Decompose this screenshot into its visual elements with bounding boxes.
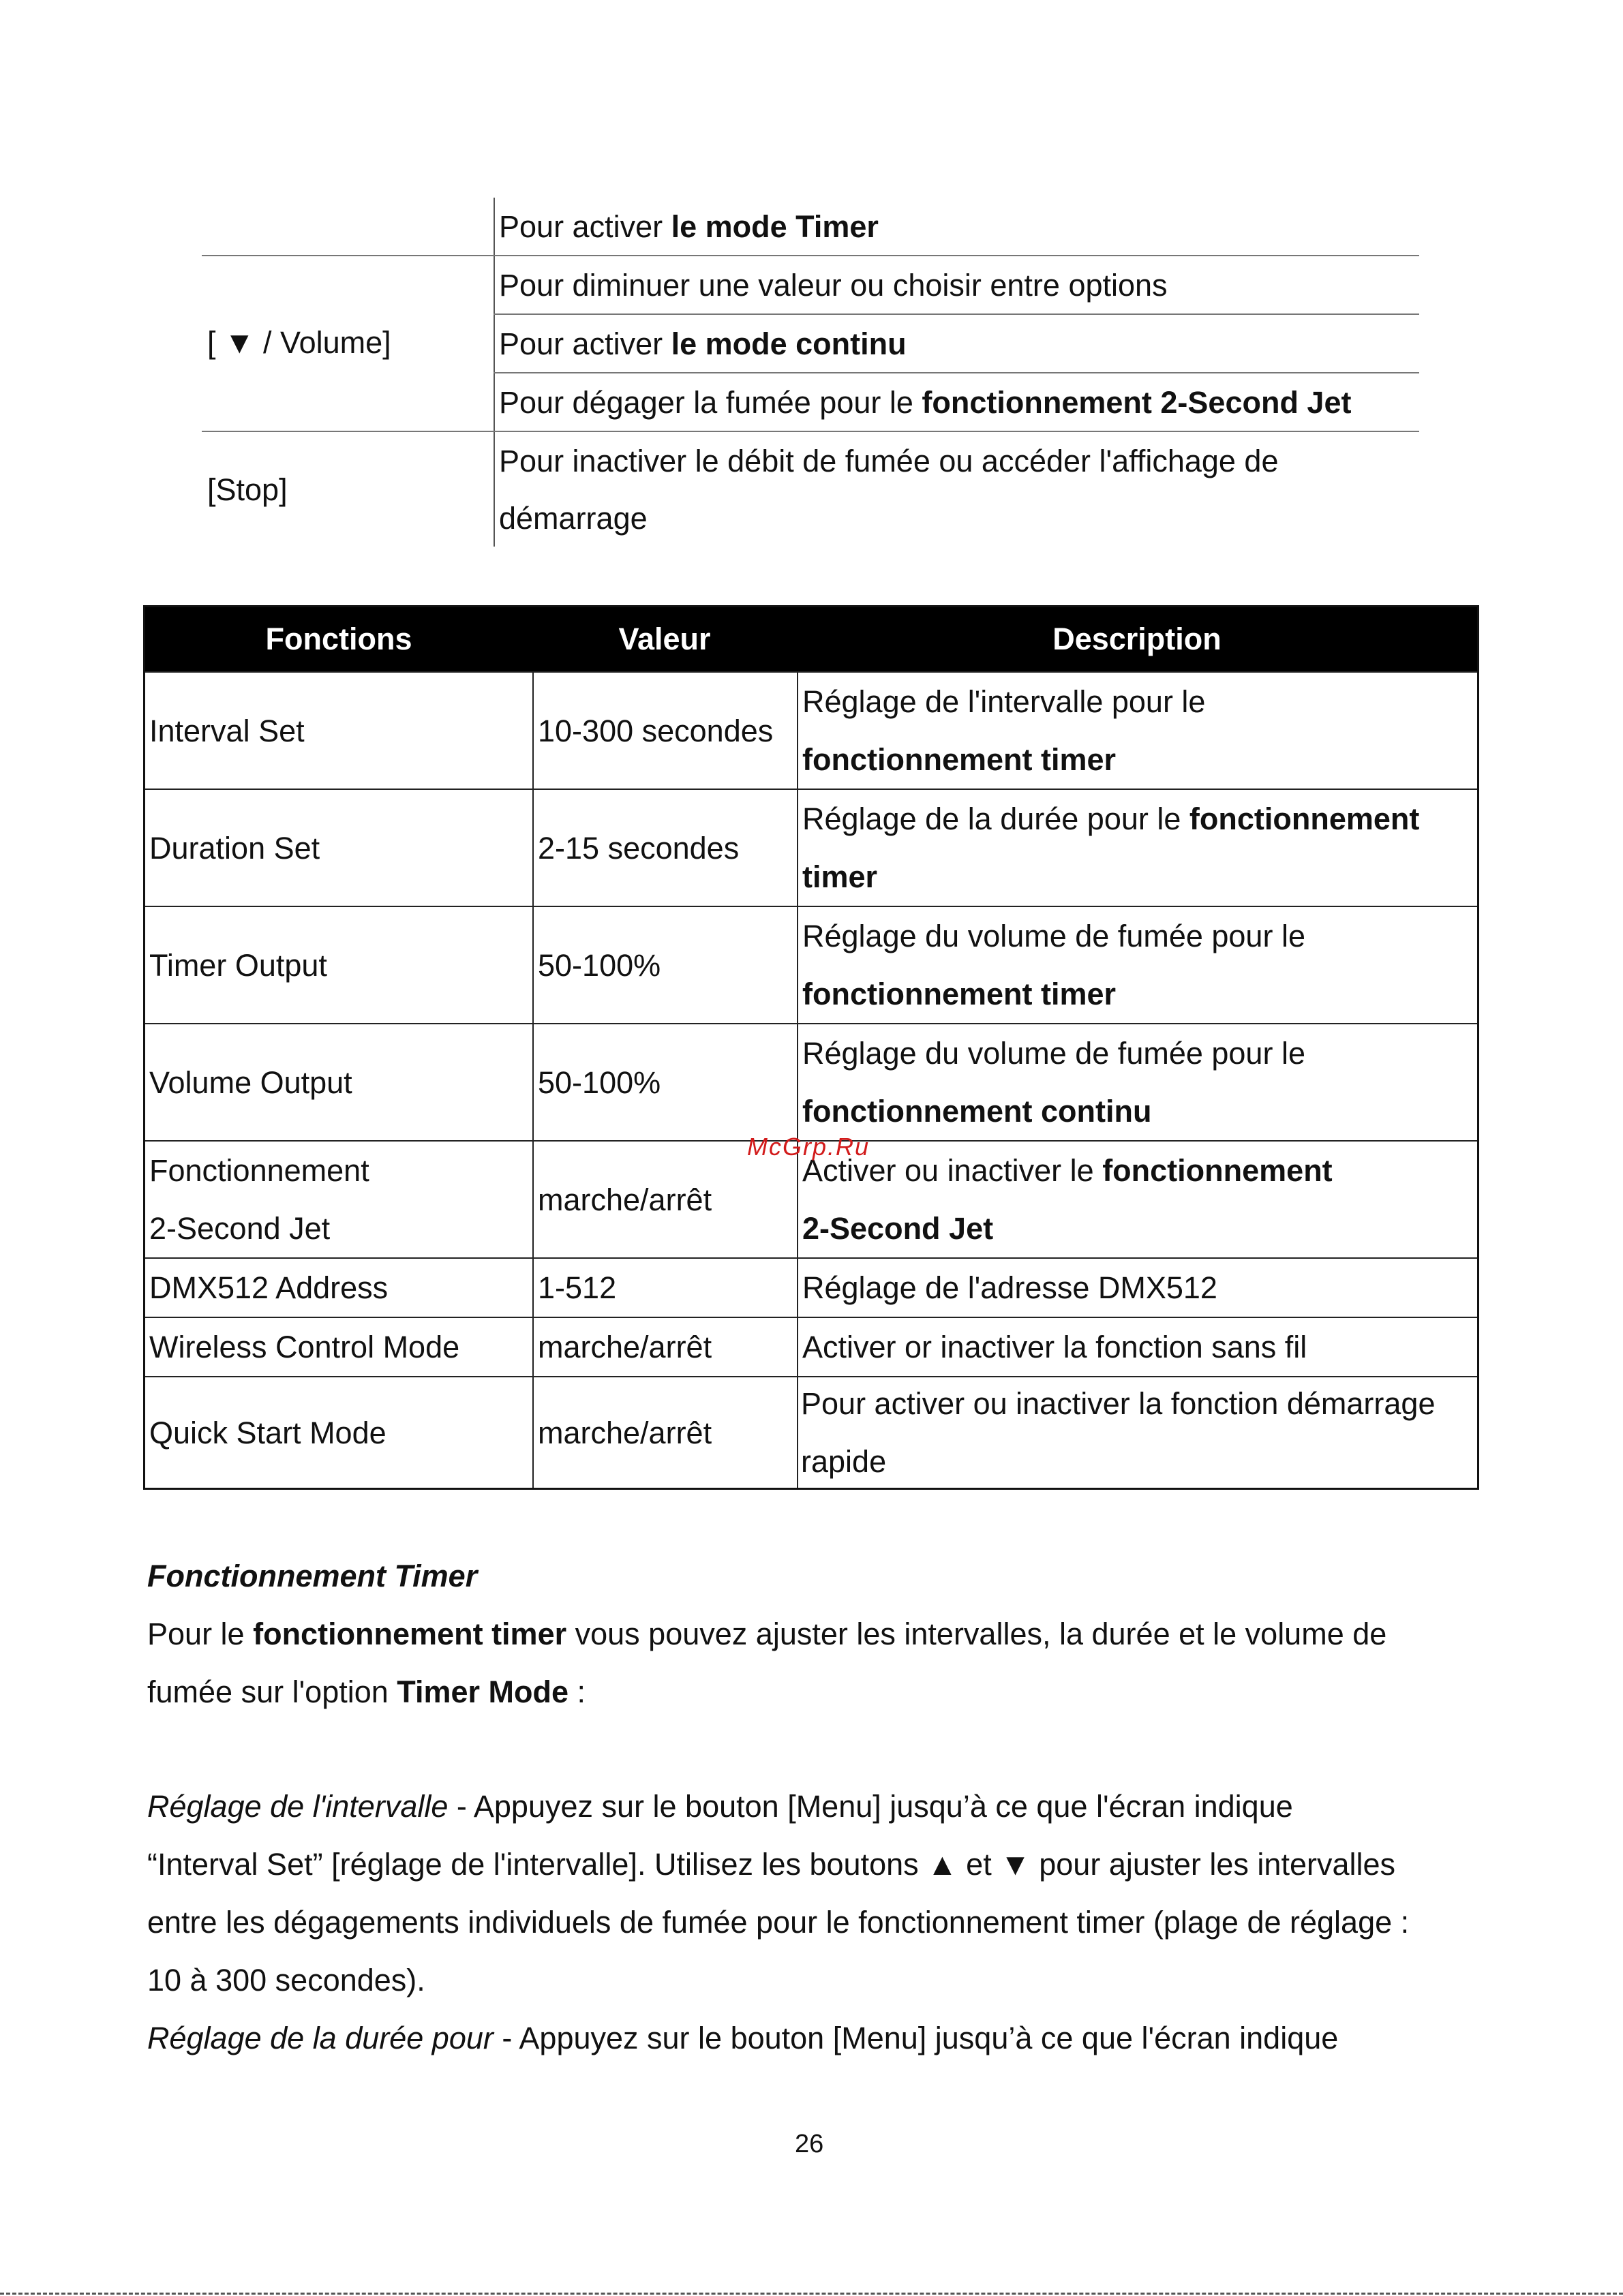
cell-value: 10-300 secondes	[532, 673, 797, 789]
table-row	[145, 1023, 1477, 1140]
cell-value: marche/arrêt	[532, 1318, 797, 1376]
fn-text: 2-Second Jet	[149, 1211, 331, 1246]
cell-function	[145, 1142, 532, 1257]
table-row	[499, 373, 1351, 432]
table-row	[145, 1317, 1477, 1376]
function-table	[143, 605, 1479, 1490]
desc-bold: 2-Second Jet	[802, 1211, 994, 1246]
cell-description	[797, 790, 1477, 906]
page-number: 26	[795, 2130, 824, 2158]
cell-value: 50-100%	[532, 907, 797, 1023]
cell-description: Activer or inactiver la fonction sans fil	[797, 1318, 1477, 1376]
row-text: Pour activer	[499, 326, 671, 361]
paragraph-1	[147, 1605, 1483, 1721]
para-text: “Interval Set” [réglage de l'intervalle]. Utilisez les boutons ▲ et ▼ pour ajuster les intervalles	[147, 1847, 1396, 1882]
row-text: Pour activer	[499, 209, 671, 244]
row-text: démarrage	[499, 501, 648, 536]
volume-key-label: [ ▼ / Volume]	[207, 325, 391, 360]
row-text: Pour dégager la fumée pour le	[499, 385, 922, 420]
para-text: :	[568, 1674, 586, 1709]
cell-function: Interval Set	[149, 713, 305, 748]
cell-description	[797, 907, 1477, 1023]
table-row	[145, 1257, 1477, 1317]
desc-text: rapide	[801, 1444, 887, 1479]
cell-function: DMX512 Address	[149, 1270, 389, 1305]
cell-function: Volume Output	[149, 1065, 352, 1100]
cell-value: marche/arrêt	[532, 1142, 797, 1257]
desc-bold: fonctionnement	[1189, 801, 1420, 836]
row-text: Pour inactiver le débit de fumée ou accéder l'affichage de	[499, 444, 1279, 478]
cell-description: Réglage de l'adresse DMX512	[797, 1259, 1477, 1317]
table-row	[145, 789, 1477, 906]
row-bold-text: fonctionnement 2-Second Jet	[922, 385, 1352, 420]
cell-function: Quick Start Mode	[149, 1415, 386, 1450]
para-text: 10 à 300 secondes).	[147, 1963, 425, 1997]
cell-function: Timer Output	[149, 947, 327, 983]
table-row	[145, 906, 1477, 1023]
section-title-text: Fonctionnement Timer	[147, 1559, 478, 1593]
desc-text: Pour activer ou inactiver la fonction démarrage	[801, 1386, 1436, 1421]
para-text: - Appuyez sur le bouton [Menu] jusqu’à ce que l'écran indique	[448, 1789, 1293, 1824]
desc-text: Réglage de l'intervalle pour le	[802, 684, 1206, 719]
table-row	[145, 671, 1477, 789]
table-row	[499, 315, 907, 373]
table-header	[145, 607, 1477, 671]
para-italic: Réglage de la durée pour	[147, 2021, 494, 2055]
paragraph-3	[147, 2009, 1483, 2067]
desc-bold: timer	[802, 859, 878, 894]
cell-value: marche/arrêt	[532, 1377, 797, 1488]
desc-bold: fonctionnement	[1102, 1153, 1333, 1188]
table-row	[499, 256, 1168, 315]
cell-description	[797, 1024, 1477, 1140]
desc-text: Réglage du volume de fumée pour le	[802, 1036, 1305, 1071]
section-title	[147, 1547, 1483, 1605]
header-value: Valeur	[618, 622, 711, 656]
cell-description	[797, 1377, 1477, 1488]
cell-function: Duration Set	[149, 830, 320, 866]
desc-bold: fonctionnement timer	[802, 977, 1117, 1011]
row-bold-text: le mode continu	[671, 326, 907, 361]
para-italic: Réglage de l'intervalle	[147, 1789, 449, 1824]
cell-value: 2-15 secondes	[532, 790, 797, 906]
desc-bold: fonctionnement timer	[802, 742, 1117, 777]
cell-value: 50-100%	[532, 1024, 797, 1140]
table-row	[499, 198, 879, 256]
para-bold: Timer Mode	[397, 1674, 569, 1709]
para-text: - Appuyez sur le bouton [Menu] jusqu’à ce que l'écran indique	[493, 2021, 1339, 2055]
para-text: Pour le	[147, 1617, 254, 1651]
fn-text: Fonctionnement	[149, 1153, 369, 1188]
cell-description	[797, 1142, 1477, 1257]
header-description: Description	[1052, 622, 1222, 656]
para-bold: fonctionnement timer	[253, 1617, 567, 1651]
cell-value: 1-512	[532, 1259, 797, 1317]
page-bottom-rule	[0, 2293, 1623, 2295]
stop-key-label: [Stop]	[207, 472, 288, 507]
header-functions: Fonctions	[265, 622, 412, 656]
row-text: Pour diminuer une valeur ou choisir entre options	[499, 268, 1168, 303]
cell-function: Wireless Control Mode	[149, 1330, 460, 1364]
desc-text: Réglage du volume de fumée pour le	[802, 919, 1305, 953]
desc-bold: fonctionnement continu	[802, 1094, 1152, 1129]
paragraph-2	[147, 1777, 1483, 2009]
para-text: fumée sur l'option	[147, 1674, 397, 1709]
para-text: vous pouvez ajuster les intervalles, la durée et le volume de	[566, 1617, 1387, 1651]
para-text: entre les dégagements individuels de fumée pour le fonctionnement timer (plage de réglage :	[147, 1905, 1410, 1940]
table-row	[145, 1376, 1477, 1488]
watermark-text: McGrp.Ru	[747, 1133, 870, 1161]
desc-text: Réglage de la durée pour le	[802, 801, 1189, 836]
desc-text: Activer ou inactiver le	[802, 1153, 1103, 1188]
row-bold-text: le mode Timer	[671, 209, 879, 244]
cell-description	[797, 673, 1477, 789]
